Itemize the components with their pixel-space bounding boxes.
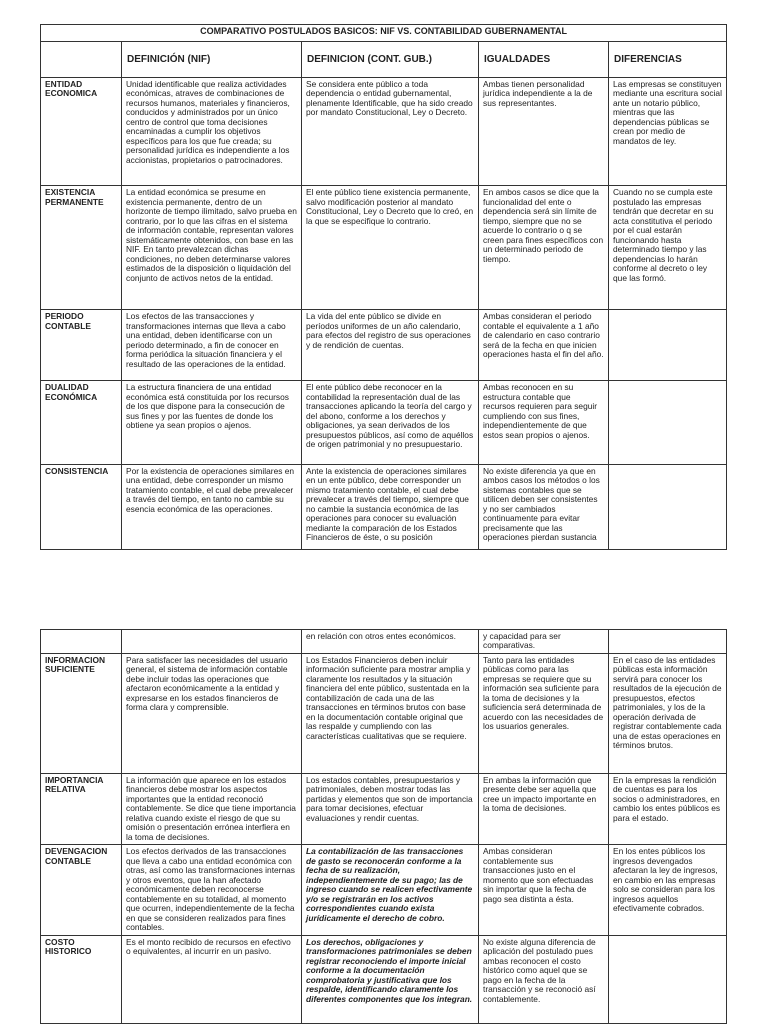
row-name: INFORMACION SUFICIENTE <box>41 653 122 773</box>
row-name: EXISTENCIA PERMANENTE <box>41 186 122 310</box>
table-row <box>41 77 727 186</box>
cell-igualdades: Ambas tienen personalidad jurídica independiente a la de sus representantes. <box>479 77 609 186</box>
cell-diferencias <box>609 381 727 464</box>
cell-nif: Unidad identificable que realiza actividades económicas, atraves de combinaciones de recursos humanos, materiales y financieros, conducidos y administrados por un único centro de control que toma decisiones encaminadas a cumplir los objetivos específicos para los que fue creada; su personalidad jurídica es independiente a los accionistas, propietarios o patrocinadores. <box>122 77 302 186</box>
cell-empty <box>609 630 727 654</box>
cell-gub: Se considera ente público a toda dependencia o entidad gubernamental, plenamente Identificable, que ha sido creado por mandato Constitucional, Ley o Decreto. <box>302 77 479 186</box>
comparison-table-page-1 <box>40 24 727 550</box>
cell-nif: La información que aparece en los estados financieros debe mostrar los aspectos importantes que la entidad reconoció contablemente. Se dice que tiene importancia relativa cuando existe el riesgo de que su omisión o presentación errónea interfiera en la toma de decisiones. <box>122 773 302 844</box>
cell-gub: La vida del ente público se divide en períodos uniformes de un año calendario, para efectos del registro de sus operaciones y de rendición de cuentas. <box>302 310 479 381</box>
table-row <box>41 310 727 381</box>
cell-diferencias: En el caso de las entidades públicas esta información servirá para conocer los resultados de la ejecución de presupuestos, efectos patrimoniales, y los de la operación derivada de registrar contablemente cada una de estas operaciones en términos brutos. <box>609 653 727 773</box>
comparison-table-page-2 <box>40 629 727 1024</box>
cell-diferencias: En los entes públicos los ingresos devengados afectaran la ley de ingresos, en cambio en las empresas solo se consideran para los ingresos aquellos efectivamente cobrados. <box>609 845 727 935</box>
continuation-row <box>41 630 727 654</box>
row-name: IMPORTANCIA RELATIVA <box>41 773 122 844</box>
cell-diferencias: Las empresas se constituyen mediante una escritura social ante un notario público, mientras que las dependencias públicas se crean por medio de mandatos de ley. <box>609 77 727 186</box>
cell-igualdades: Ambas reconocen en su estructura contable que recursos requieren para seguir cumpliendo con sus fines, independientemente de que estos sean propios o ajenos. <box>479 381 609 464</box>
cell-igualdades: En ambas la información que presente debe ser aquella que cree un impacto importante en la toma de decisiones. <box>479 773 609 844</box>
cell-empty <box>41 630 122 654</box>
cell-gub: Los derechos, obligaciones y transformaciones patrimoniales se deben registrar reconociendo el importe inicial conforme a la documentación comprobatoria y justificativa que los respalde, identificando claramente los diferentes componentes que los integran. <box>302 935 479 1023</box>
table-row <box>41 464 727 549</box>
page-title: COMPARATIVO POSTULADOS BASICOS: NIF VS. CONTABILIDAD GUBERNAMENTAL <box>41 25 727 42</box>
row-name: DUALIDAD ECONÓMICA <box>41 381 122 464</box>
cell-igualdades-continued: y capacidad para ser comparativas. <box>479 630 609 654</box>
table-row <box>41 773 727 844</box>
cell-gub: Los Estados Financieros deben incluir información suficiente para mostrar amplia y claramente los resultados y la situación financiera del ente público, sustentada en la contabilización de cada una de las transacciones en términos brutos con base en la documentación contable original que las respalde y cumpliendo con las características cualitativas que se requiere. <box>302 653 479 773</box>
cell-nif: Para satisfacer las necesidades del usuario general, el sistema de información contable debe incluir todas las operaciones que afectaron económicamente a la entidad y expresarse en los estados financieros de forma clara y comprensible. <box>122 653 302 773</box>
cell-nif: La estructura financiera de una entidad económica está constituida por los recursos de los que dispone para la consecución de sus fines y por las fuentes de donde los obtiene ya sean propios o ajenos. <box>122 381 302 464</box>
table-row <box>41 186 727 310</box>
cell-igualdades: Ambas consideran contablemente sus transacciones justo en el momento que son efectuadas sin importar que la fecha de pago sea distinta a ésta. <box>479 845 609 935</box>
cell-igualdades: En ambos casos se dice que la funcionalidad del ente o dependencia será sin límite de tiempo, siempre que no se acuerde lo contrario o q se creen para fines específicos con un determinado periodo de tiempo. <box>479 186 609 310</box>
cell-gub: Ante la existencia de operaciones similares en un ente público, debe corresponder un mismo tratamiento contable, el cual debe prevalecer a través del tiempo, siempre que no cambie la sustancia económica de las operaciones para conocer su evaluación mediante la comparación de los Estados Financieros de éste, o su posición <box>302 464 479 549</box>
table-row <box>41 653 727 773</box>
row-name: DEVENGACION CONTABLE <box>41 845 122 935</box>
cell-diferencias <box>609 310 727 381</box>
cell-gub-continued: en relación con otros entes económicos. <box>302 630 479 654</box>
cell-nif: Los efectos derivados de las transacciones que lleva a cabo una entidad económica con otras, así como las transformaciones internas y otros eventos, que la han afectado económicamente deben reconocerse contablemente en su totalidad, al momento que ocurren, independientemente de la fecha en que se consideren realizados para fines contables. <box>122 845 302 935</box>
cell-gub: La contabilización de las transacciones de gasto se reconocerán conforme a la fecha de su realización, independientemente de su pago; las de ingreso cuando se realicen efectivamente y/o se registrarán en los activos correspondientes cuando exista jurídicamente el derecho de cobro. <box>302 845 479 935</box>
cell-nif: Es el monto recibido de recursos en efectivo o equivalentes, al incurrir en un pasivo. <box>122 935 302 1023</box>
cell-gub: Los estados contables, presupuestarios y patrimoniales, deben mostrar todas las partidas y elementos que son de importancia para tomar decisiones, efectuar evaluaciones y rendir cuentas. <box>302 773 479 844</box>
cell-empty <box>122 630 302 654</box>
row-name: CONSISTENCIA <box>41 464 122 549</box>
cell-diferencias <box>609 464 727 549</box>
cell-diferencias: En la empresas la rendición de cuentas es para los socios o administradores, en cambio los entes públicos es para el estado. <box>609 773 727 844</box>
cell-diferencias: Cuando no se cumpla este postulado las empresas tendrán que decretar en su acta constitutiva el periodo por el cual estarán funcionando hasta determinado tiempo y las dependencias lo harán conforme al decreto o ley que las formó. <box>609 186 727 310</box>
row-name: PERIODO CONTABLE <box>41 310 122 381</box>
cell-nif: Por la existencia de operaciones similares en una entidad, debe corresponder un mismo tratamiento contable, el cual debe prevalecer a través del tiempo, en tanto no cambie su esencia económica de las operaciones. <box>122 464 302 549</box>
table-row <box>41 381 727 464</box>
header-igualdades: IGUALDADES <box>479 42 609 78</box>
cell-diferencias <box>609 935 727 1023</box>
header-empty-cell <box>41 42 122 78</box>
table-row <box>41 845 727 935</box>
cell-nif: Los efectos de las transacciones y transformaciones internas que lleva a cabo una entidad, deben identificarse con un periodo determinado, a fin de conocer en forma periódica la situación financiera y el resultado de las operaciones de la entidad. <box>122 310 302 381</box>
row-name: COSTO HISTORICO <box>41 935 122 1023</box>
header-gub: DEFINICION (CONT. GUB.) <box>302 42 479 78</box>
cell-gub: El ente público debe reconocer en la contabilidad la representación dual de las transacciones aplicando la teoría del cargo y del abono, conforme a los derechos y obligaciones, ya sean derivados de los presupuestos públicos, así como de aquéllos de origen patrimonial y no presupuestario. <box>302 381 479 464</box>
row-name: ENTIDAD ECONOMICA <box>41 77 122 186</box>
cell-igualdades: Tanto para las entidades públicas como para las empresas se requiere que su información sea suficiente para la toma de decisiones y la suficiencia será determinada de acuerdo con las necesidades de los usuarios generales. <box>479 653 609 773</box>
table-row <box>41 935 727 1023</box>
cell-nif: La entidad económica se presume en existencia permanente, dentro de un horizonte de tiempo ilimitado, salvo prueba en contrario, por lo que las cifras en el sistema de información contable, representan valores sistemáticamente obtenidos, con base en las NIF. En tanto prevalezcan dichas condiciones, no deben determinarse valores estimados de la disposición o liquidación del conjunto de activos netos de la entidad. <box>122 186 302 310</box>
cell-gub: El ente público tiene existencia permanente, salvo modificación posterior al mandato Constitucional, Ley o Decreto que lo creó, en la que se especifique lo contrario. <box>302 186 479 310</box>
header-nif: DEFINICIÓN (NIF) <box>122 42 302 78</box>
header-diferencias: DIFERENCIAS <box>609 42 727 78</box>
cell-igualdades: No existe diferencia ya que en ambos casos los métodos o los sistemas contables que se utilicen deben ser consistentes y no ser cambiados continuamente para evitar precisamente que las operaciones pierdan sustancia <box>479 464 609 549</box>
cell-igualdades: Ambas consideran el periodo contable el equivalente a 1 año de calendario en caso contrario será de la fecha en que inicien operaciones hasta el fin del año. <box>479 310 609 381</box>
table-header-row <box>41 42 727 78</box>
cell-igualdades: No existe alguna diferencia de aplicación del postulado pues ambas reconocen el costo histórico como aquel que se pago en la fecha de la transacción y se reconoció así contablemente. <box>479 935 609 1023</box>
